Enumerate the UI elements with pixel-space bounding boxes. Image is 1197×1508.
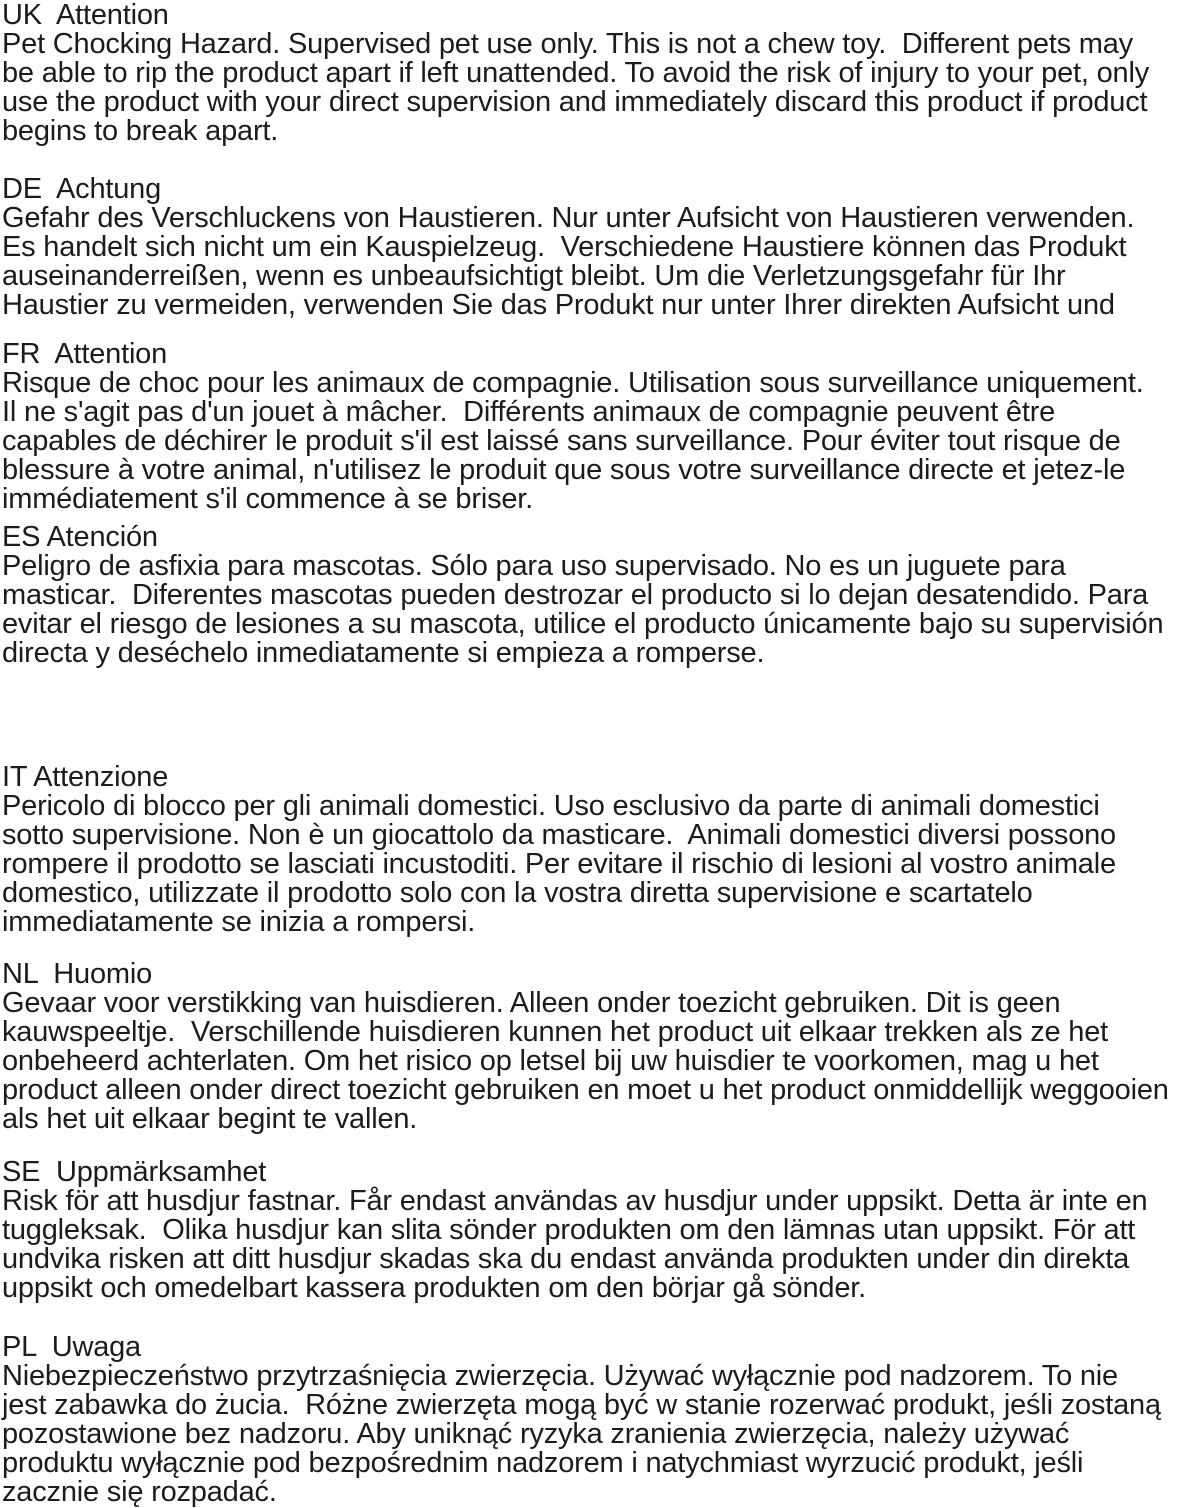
section-heading-line: PL Uwaga [2, 1331, 141, 1363]
text-line: Risk för att husdjur fastnar. Får endast användas av husdjur under uppsikt. Detta är inte en [2, 1185, 1148, 1217]
warning-section-pl [2, 1333, 1197, 1507]
warning-section-fr [2, 340, 1197, 514]
warning-section-uk [2, 1, 1197, 146]
text-line: onbeheerd achterlaten. Om het risico op letsel bij uw huisdier te voorkomen, mag u het [2, 1045, 1099, 1077]
text-line: Niebezpieczeństwo przytrzaśnięcia zwierzęcia. Używać wyłącznie pod nadzorem. To nie [2, 1360, 1118, 1392]
text-line: als het uit elkaar begint te vallen. [2, 1103, 418, 1135]
warning-section-nl [2, 960, 1197, 1134]
text-line: tuggleksak. Olika husdjur kan slita sönder produkten om den lämnas utan uppsikt. För att [2, 1214, 1136, 1246]
text-line: capables de déchirer le produit s'il est laissé sans surveillance. Pour éviter tout risque de [2, 425, 1121, 457]
text-line: Haustier zu vermeiden, verwenden Sie das Produkt nur unter Ihrer direkten Aufsicht und [2, 289, 1115, 321]
text-line: sotto supervisione. Non è un giocattolo da masticare. Animali domestici diversi possono [2, 819, 1116, 851]
text-line: blessure à votre animal, n'utilisez le produit que sous votre surveillance directe et jetez-le [2, 454, 1126, 486]
text-line: Es handelt sich nicht um ein Kauspielzeug. Verschiedene Haustiere können das Produkt [2, 231, 1127, 263]
text-line: directa y deséchelo inmediatamente si empieza a romperse. [2, 637, 765, 669]
text-line: be able to rip the product apart if left unattended. To avoid the risk of injury to your pet, only [2, 57, 1150, 89]
text-line: zacznie się rozpadać. [2, 1476, 277, 1508]
section-heading-line: SE Uppmärksamhet [2, 1156, 267, 1188]
text-line: evitar el riesgo de lesiones a su mascota, utilice el producto únicamente bajo su supervisión [2, 608, 1164, 640]
text-line: auseinanderreißen, wenn es unbeaufsichtigt bleibt. Um die Verletzungsgefahr für Ihr [2, 260, 1066, 292]
text-line: pozostawione bez nadzoru. Aby uniknąć ryzyka zranienia zwierzęcia, należy używać [2, 1418, 1070, 1450]
warning-section-es [2, 523, 1197, 668]
text-line: produktu wyłącznie pod bezpośrednim nadzorem i natychmiast wyrzucić produkt, jeśli [2, 1447, 1084, 1479]
text-line: Risque de choc pour les animaux de compagnie. Utilisation sous surveillance uniquement. [2, 367, 1144, 399]
text-line: jest zabawka do żucia. Różne zwierzęta mogą być w stanie rozerwać produkt, jeśli zostaną [2, 1389, 1161, 1421]
text-line: uppsikt och omedelbart kassera produkten om den börjar gå sönder. [2, 1272, 866, 1304]
warning-section-se [2, 1158, 1197, 1303]
text-line: Il ne s'agit pas d'un jouet à mâcher. Différents animaux de compagnie peuvent être [2, 396, 1056, 428]
section-heading-line: UK Attention [2, 0, 169, 31]
text-line: product alleen onder direct toezicht gebruiken en moet u het product onmiddellijk weggooien [2, 1074, 1169, 1106]
text-line: masticar. Diferentes mascotas pueden destrozar el producto si lo dejan desatendido. Para [2, 579, 1149, 611]
text-line: Pericolo di blocco per gli animali domestici. Uso esclusivo da parte di animali domestici [2, 790, 1100, 822]
text-line: Gevaar voor verstikking van huisdieren. Alleen onder toezicht gebruiken. Dit is geen [2, 987, 1061, 1019]
text-line: domestico, utilizzate il prodotto solo con la vostra diretta supervisione e scartatelo [2, 877, 1033, 909]
warning-section-it [2, 763, 1197, 937]
warning-section-de [2, 175, 1197, 320]
section-heading-line: ES Atención [2, 521, 158, 553]
text-line: Peligro de asfixia para mascotas. Sólo para uso supervisado. No es un juguete para [2, 550, 1066, 582]
text-line: use the product with your direct supervision and immediately discard this product if product [2, 86, 1148, 118]
text-line: undvika risken att ditt husdjur skadas ska du endast använda produkten under din direkta [2, 1243, 1130, 1275]
section-heading-line: FR Attention [2, 338, 168, 370]
text-line: Pet Chocking Hazard. Supervised pet use only. This is not a chew toy. Different pets may [2, 28, 1133, 60]
text-line: rompere il prodotto se lasciati incustoditi. Per evitare il rischio di lesioni al vostro animale [2, 848, 1116, 880]
section-heading-line: DE Achtung [2, 173, 162, 205]
text-line: immediatamente se inizia a rompersi. [2, 906, 476, 938]
text-line: kauwspeeltje. Verschillende huisdieren kunnen het product uit elkaar trekken als ze het [2, 1016, 1109, 1048]
text-line: immédiatement s'il commence à se briser. [2, 483, 534, 515]
section-heading-line: NL Huomio [2, 958, 153, 990]
section-heading-line: IT Attenzione [2, 761, 169, 793]
text-line: begins to break apart. [2, 115, 279, 147]
text-line: Gefahr des Verschluckens von Haustieren. Nur unter Aufsicht von Haustieren verwenden. [2, 202, 1135, 234]
